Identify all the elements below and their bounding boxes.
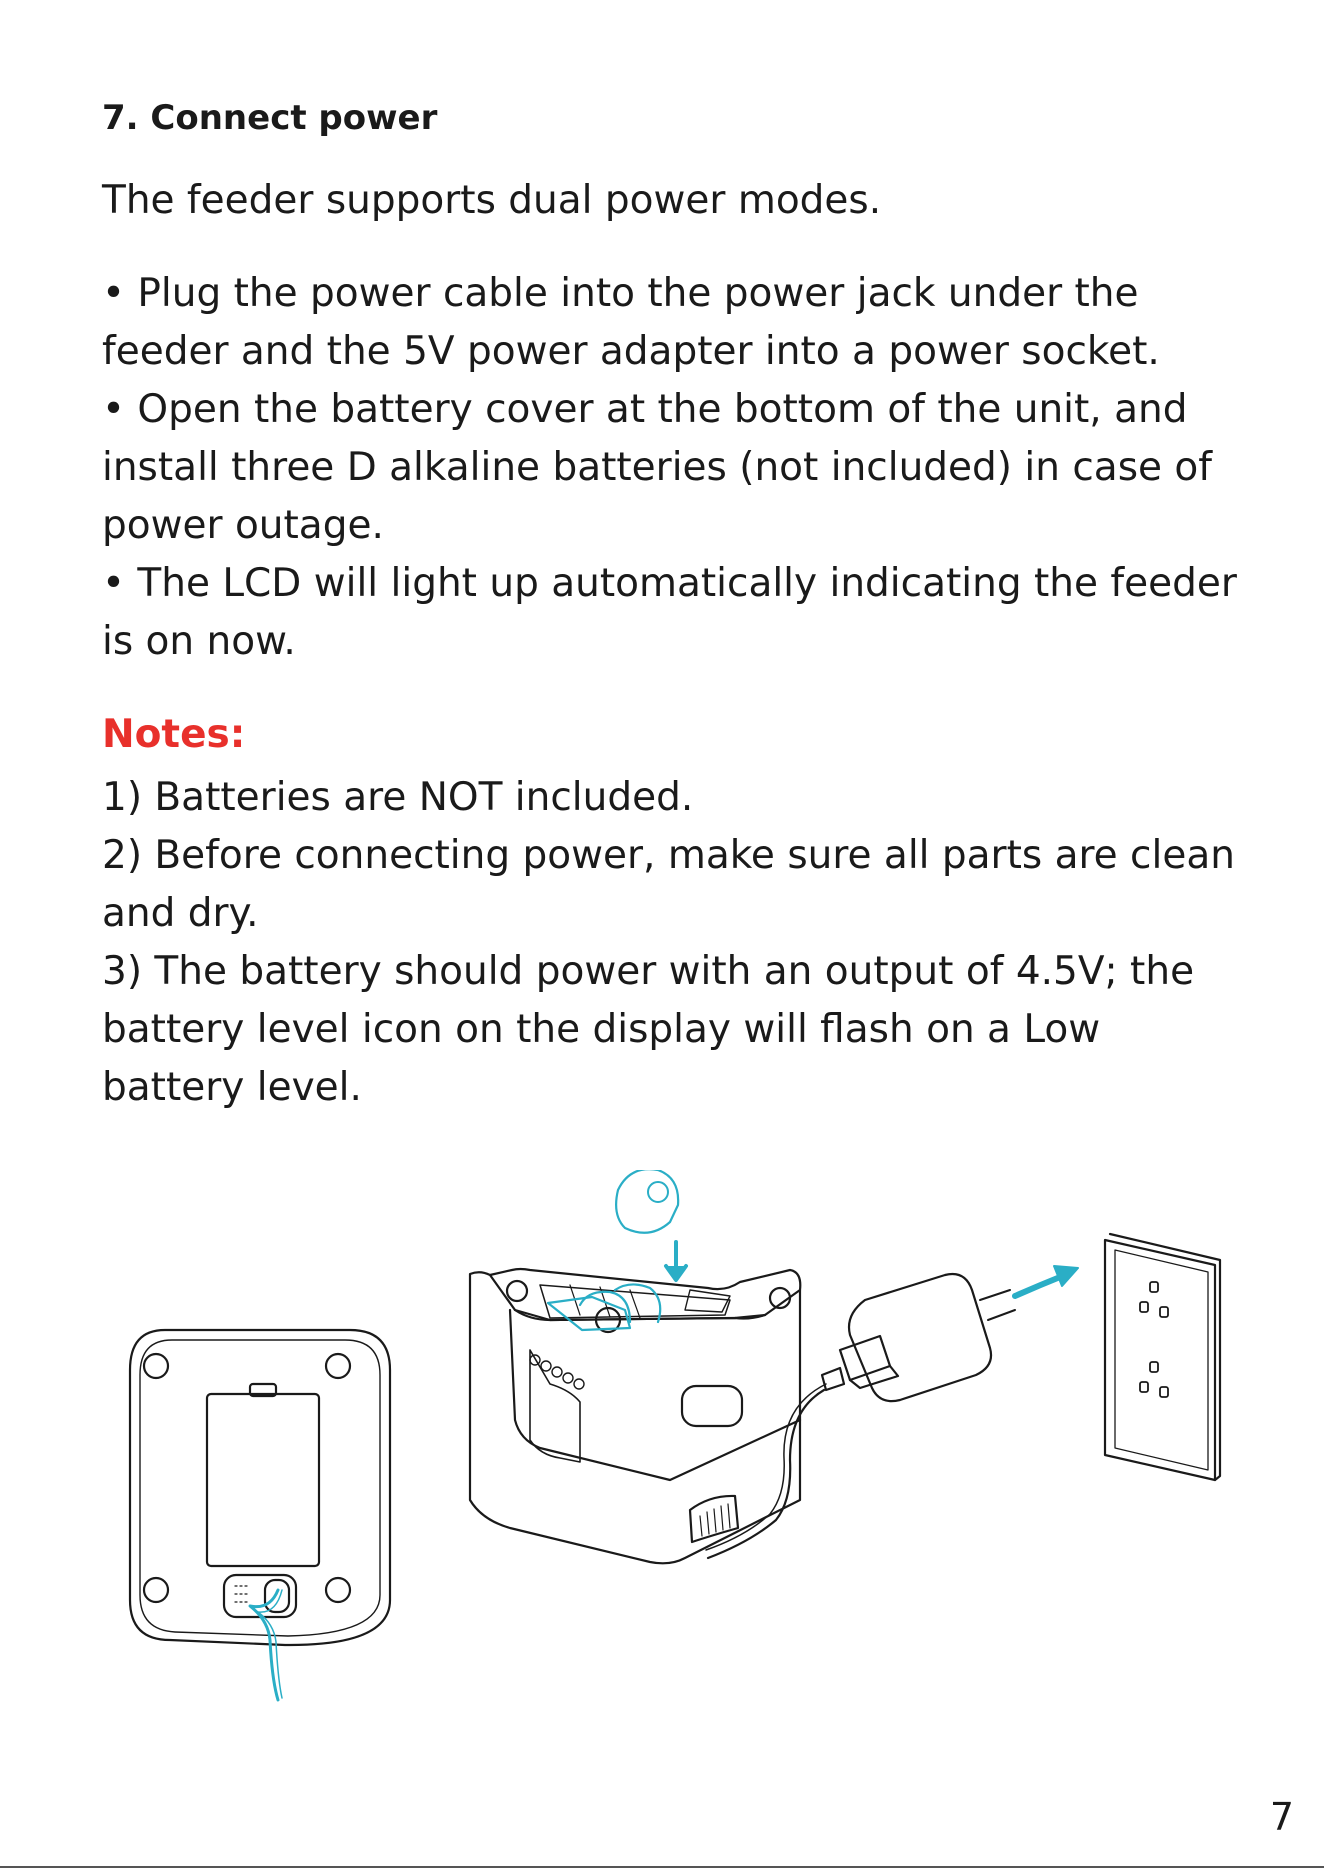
note-item: 3) The battery should power with an output of 4.5V; the battery level icon on the display will flash on a Low battery level.: [102, 949, 1195, 1110]
instruction-item: • Plug the power cable into the power jack under the feeder and the 5V power adapter into a power socket.: [102, 271, 1160, 374]
power-connection-illustration: [110, 1170, 1240, 1770]
wall-socket-icon: [1105, 1234, 1220, 1480]
note-item: 2) Before connecting power, make sure all parts are clean and dry.: [102, 833, 1235, 936]
instruction-item: • Open the battery cover at the bottom of the unit, and install three D alkaline batteries (not included) in case of power outage.: [102, 387, 1212, 548]
feeder-bottom-icon: [130, 1330, 390, 1700]
intro-text: The feeder supports dual power modes.: [102, 178, 882, 223]
notes-title: Notes:: [102, 712, 246, 757]
battery-compartment-icon: [470, 1170, 800, 1563]
instruction-list: [102, 265, 1242, 671]
page-bottom-rule: [0, 1866, 1324, 1868]
power-adapter-icon: [706, 1266, 1078, 1558]
note-item: 1) Batteries are NOT included.: [102, 775, 694, 820]
notes-list: [102, 769, 1242, 1117]
page-number: 7: [1269, 1795, 1294, 1839]
section-heading: 7. Connect power: [102, 98, 438, 138]
instruction-item: • The LCD will light up automatically indicating the feeder is on now.: [102, 561, 1237, 664]
